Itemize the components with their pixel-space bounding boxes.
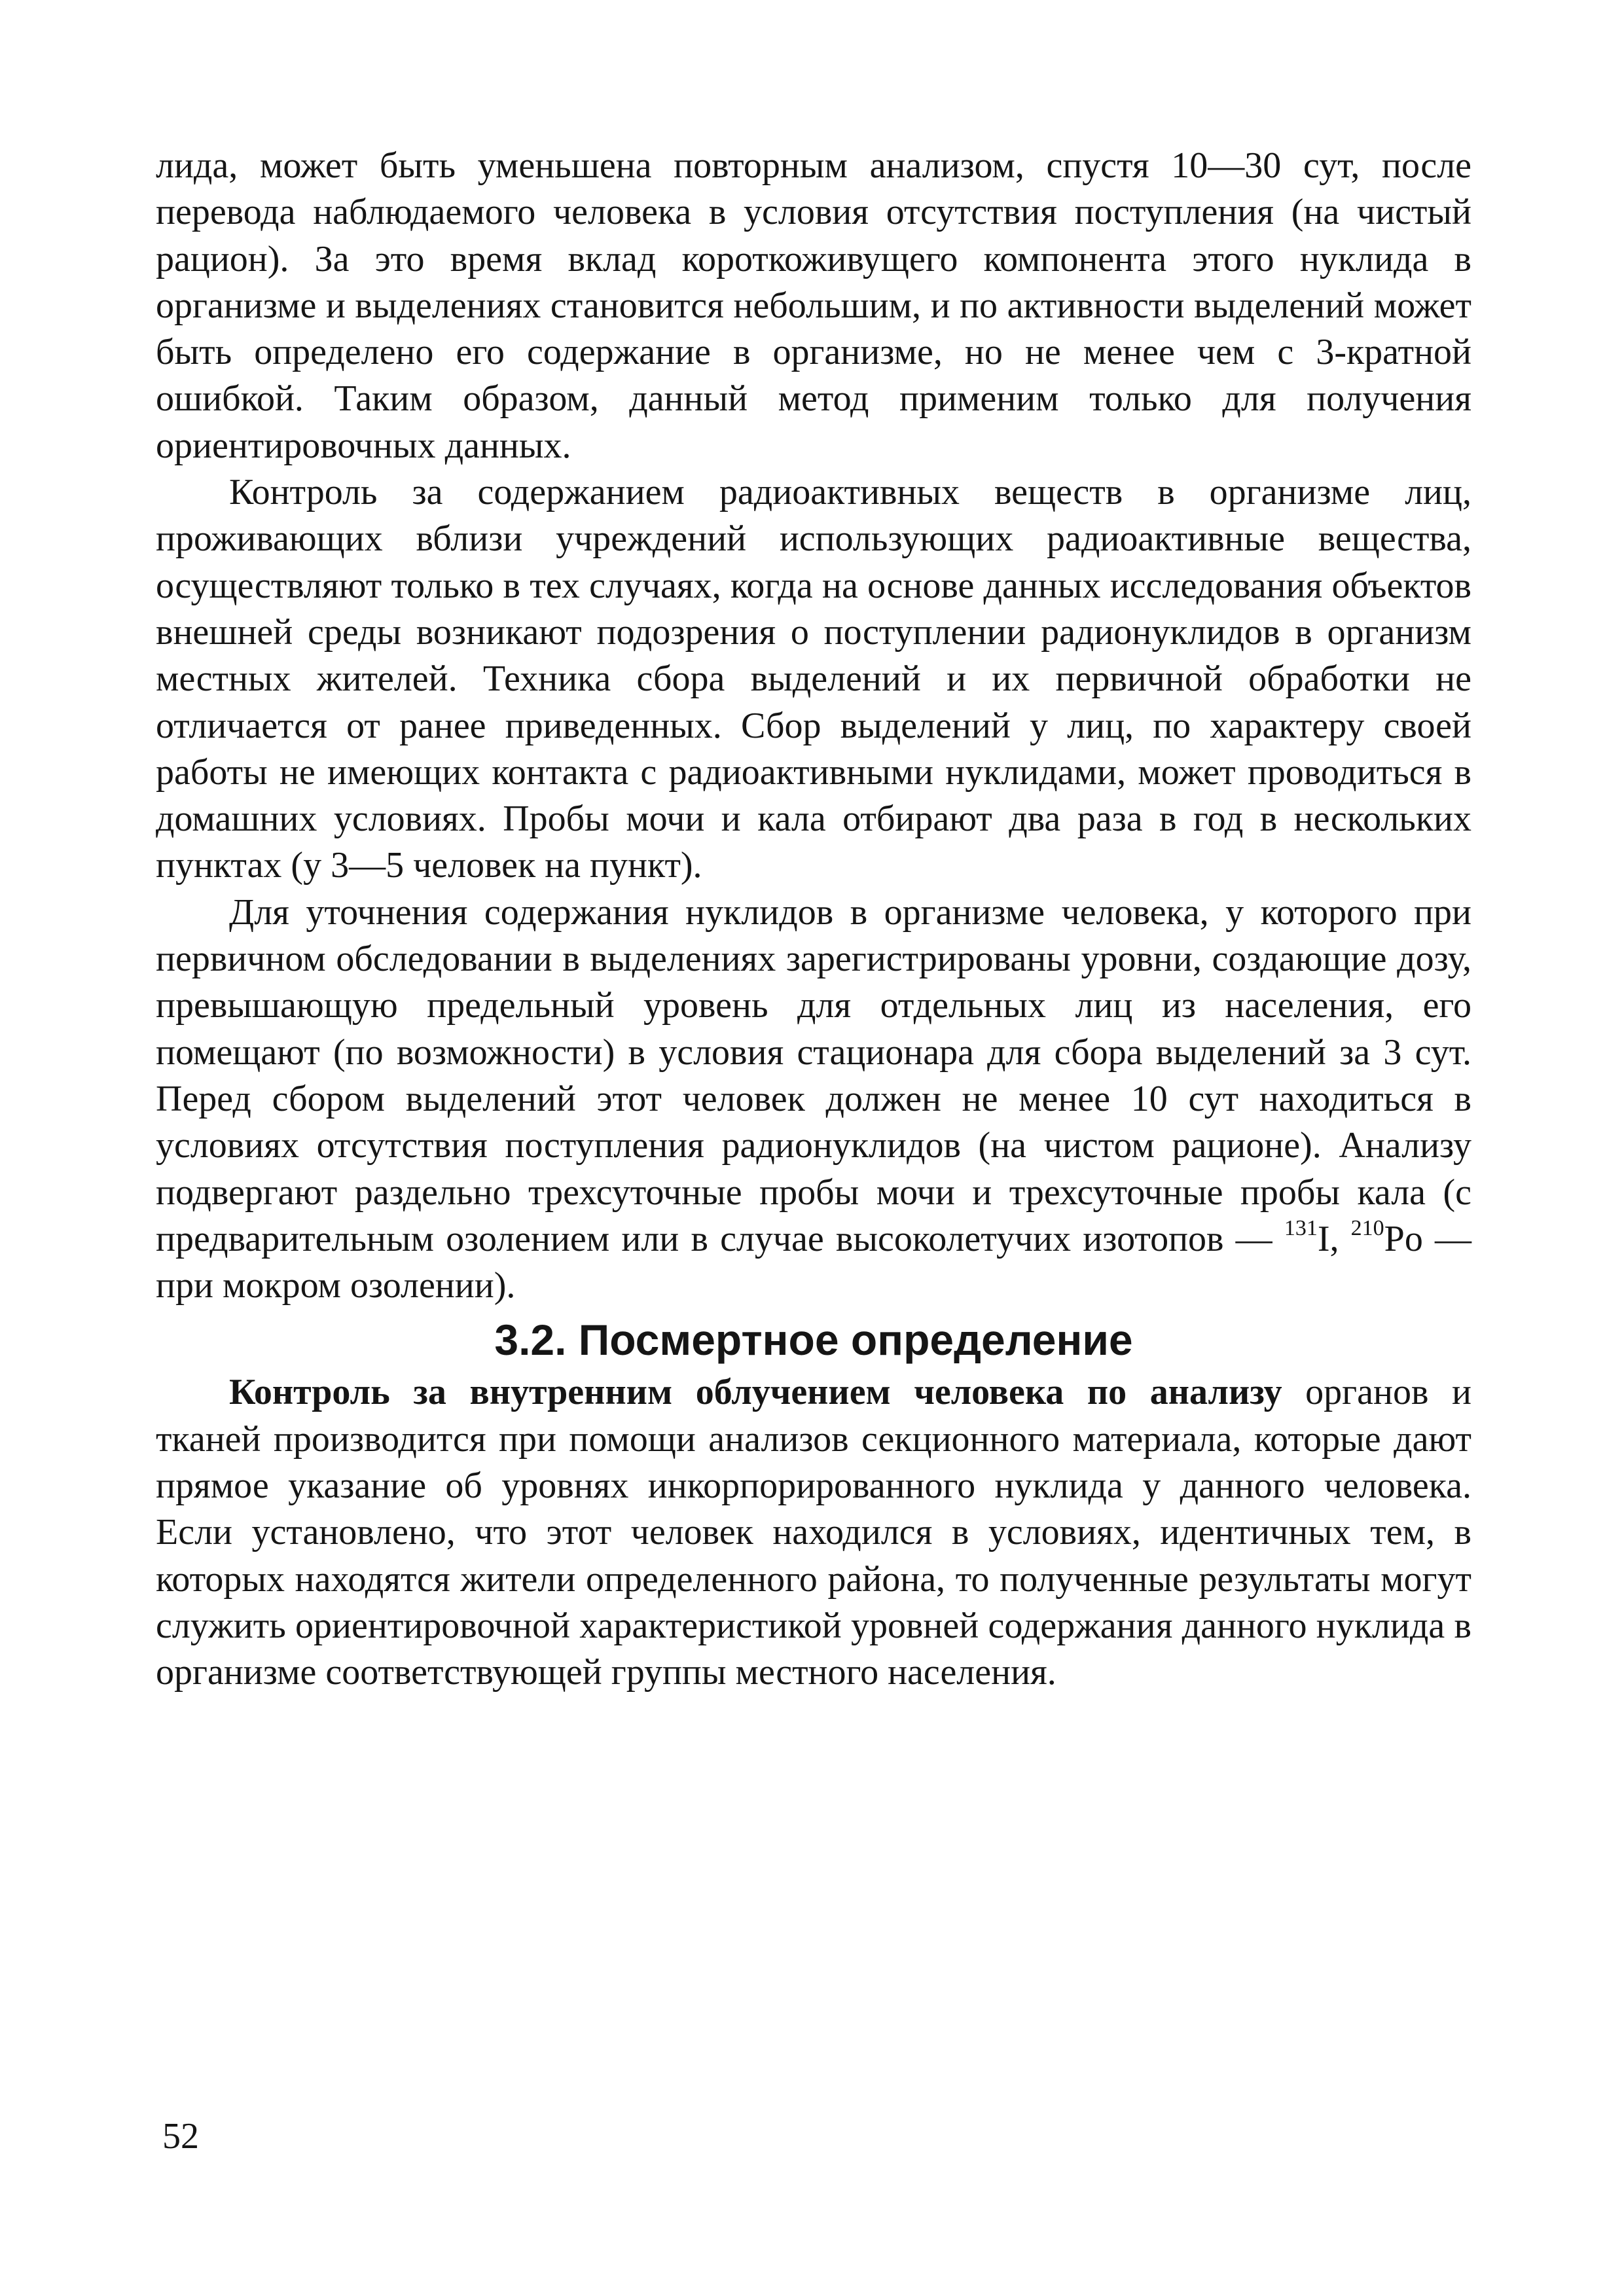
- paragraph-postmortem-lead: Контроль за внутренним облучением человека по анализу: [229, 1372, 1282, 1413]
- paragraph-continued: лида, может быть уменьшена повторным анализом, спустя 10—30 сут, после перевода наблюдаемого человека в условия отсутствия поступления (на чистый рацион). За это время вклад короткоживущего компонента этого нуклида в организме и выделениях становится небольшим, и по активности выделений может быть определено его содержание в организме, но не менее чем с 3-кратной ошибкой. Таким образом, данный метод применим только для получения ориентировочных данных.: [156, 145, 1471, 466]
- page-number: 52: [162, 2116, 199, 2157]
- isotope-iodine-mass: 131: [1284, 1215, 1318, 1240]
- page-body: [156, 143, 1471, 1696]
- isotope-iodine-symbol: I,: [1317, 1218, 1351, 1259]
- isotope-polonium-mass: 210: [1350, 1215, 1384, 1240]
- paragraph-clarification-end-text: — при мокром озолении).: [156, 1218, 1472, 1306]
- paragraph-monitoring-residents: Контроль за содержанием радиоактивных веществ в организме лиц, проживающих вблизи учреждений использующих радиоактивные вещества, осуществляют только в тех случаях, когда на основе данных исследования объектов внешней среды возникают подозрения о поступлении радионуклидов в организм местных жителей. Техника сбора выделений и их первичной обработки не отличается от ранее приведенных. Сбор выделений у лиц, по характеру своей работы не имеющих контакта с радиоактивными нуклидами, может проводиться в домашних условиях. Пробы мочи и кала отбирают два раза в год в нескольких пунктах (у 3—5 человек на пункт).: [156, 472, 1471, 886]
- isotope-polonium-symbol: Po: [1384, 1218, 1423, 1259]
- section-heading: 3.2. Посмертное определение: [494, 1316, 1133, 1365]
- paragraph-postmortem: [156, 1369, 1471, 1696]
- paragraph-clarification: [156, 889, 1471, 1310]
- paragraph-postmortem-text: органов и тканей производится при помощи анализов секционного материала, которые дают прямое указание об уровнях инкорпорированного нуклида у данного человека. Если установлено, что этот человек находился в условиях, идентичных тем, в которых находятся жители определенного района, то полученные результаты могут служить ориентировочной характеристикой уровней содержания данного нуклида в организме соответствующей группы местного населения.: [156, 1372, 1471, 1693]
- paragraph-clarification-main-text: Для уточнения содержания нуклидов в организме человека, у которого при первичном обследовании в выделениях зарегистрированы уровни, создающие дозу, превышающую предельный уровень для отдельных лиц из населения, его помещают (по возможности) в условия стационара для сбора выделений за 3 сут. Перед сбором выделений этот человек должен не менее 10 сут находиться в условиях отсутствия поступления радионуклидов (на чистом рационе). Анализу подвергают раздельно трехсуточные пробы мочи и трехсуточные пробы кала (с предварительным озолением или в случае высоколетучих изотопов —: [156, 891, 1471, 1259]
